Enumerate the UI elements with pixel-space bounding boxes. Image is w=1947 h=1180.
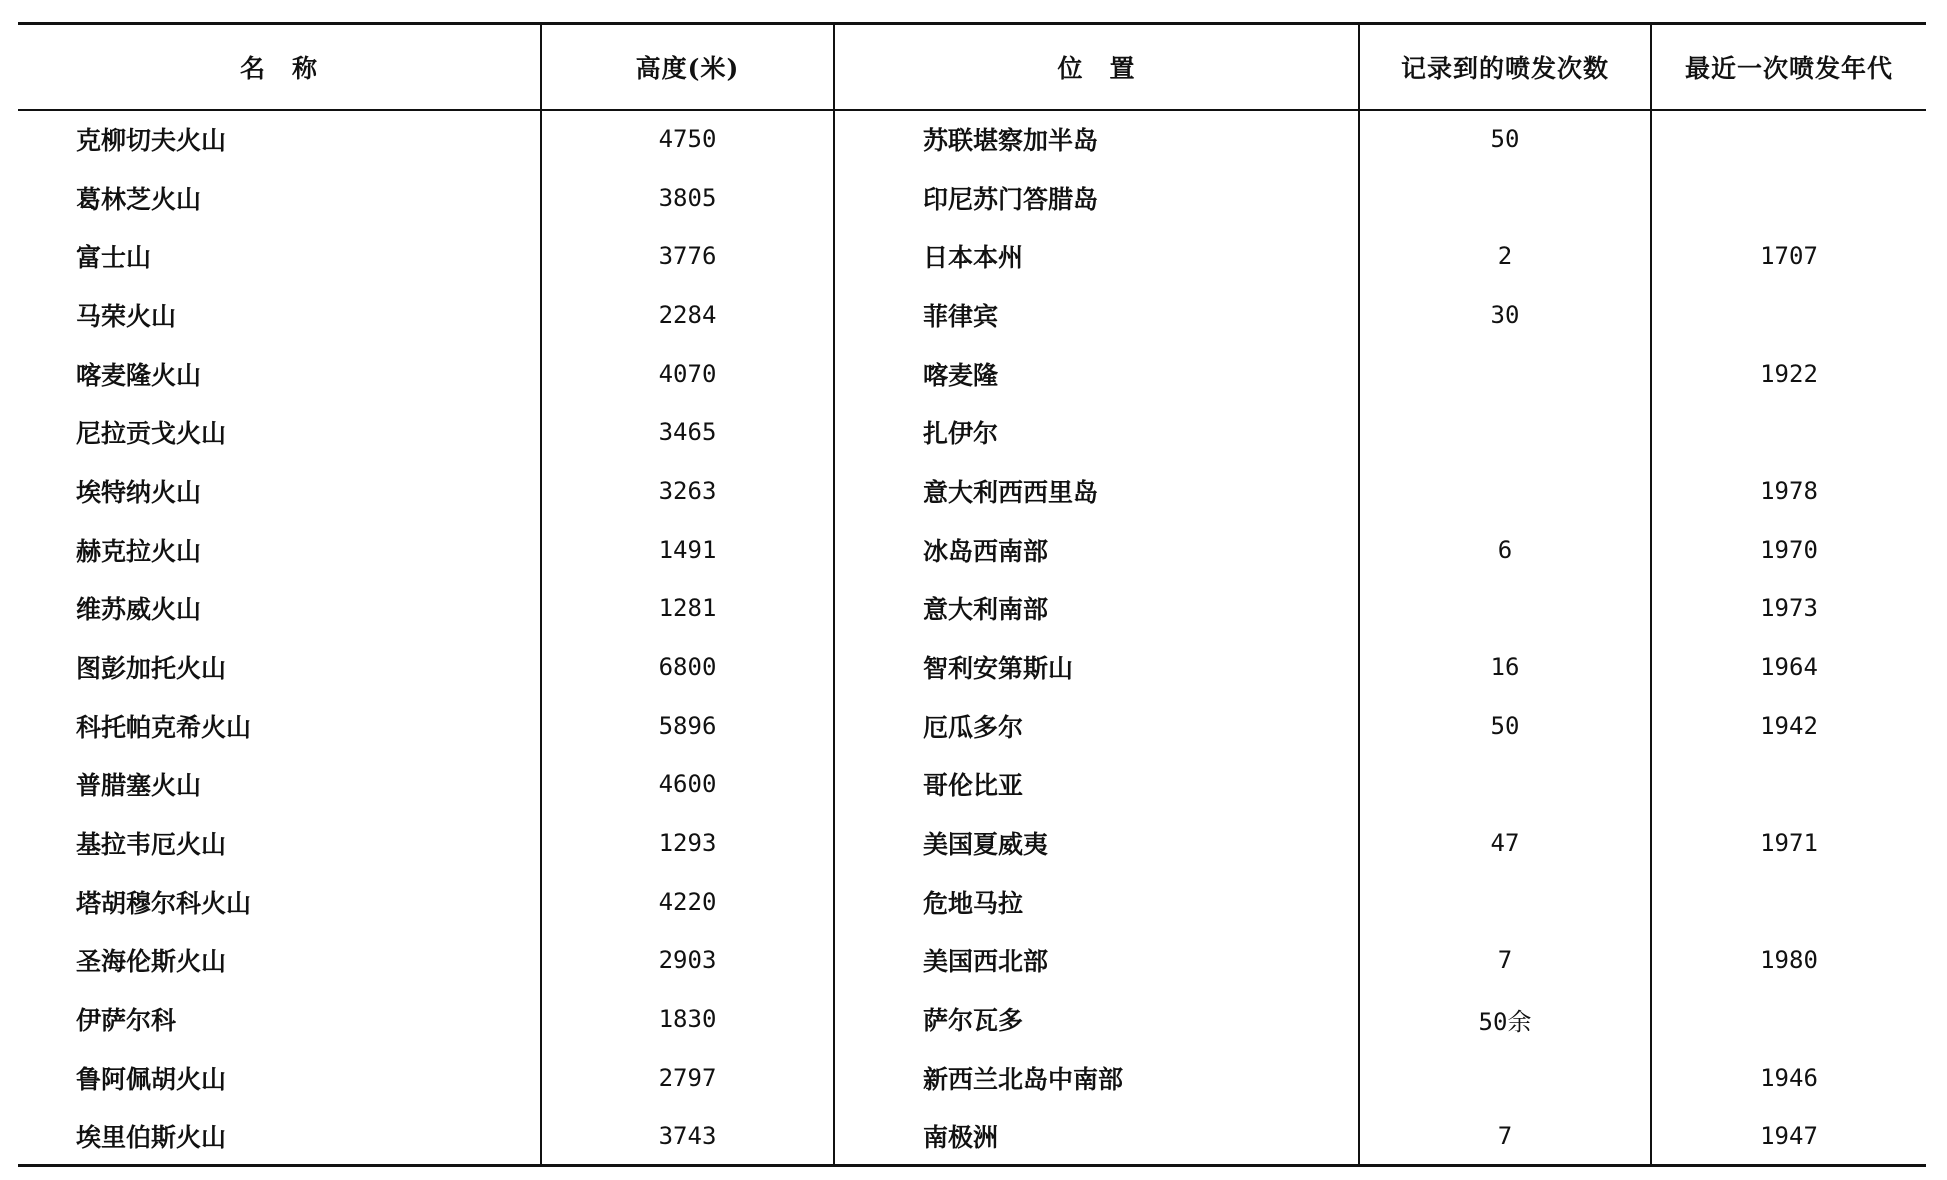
table-row	[18, 1049, 1926, 1108]
eruption-count-cell: 6	[1359, 520, 1651, 579]
location-cell: 苏联堪察加半岛	[834, 110, 1359, 169]
last-eruption-cell: 1946	[1651, 1049, 1926, 1108]
volcano-name-cell: 鲁阿佩胡火山	[76, 1064, 227, 1094]
height-cell: 6800	[541, 638, 834, 697]
header-row	[18, 24, 1926, 110]
height-cell: 1293	[541, 814, 834, 873]
location-cell: 美国西北部	[834, 931, 1359, 990]
last-eruption-cell	[1651, 872, 1926, 931]
table-row	[18, 227, 1926, 286]
location-cell: 厄瓜多尔	[834, 696, 1359, 755]
header-eruption-count: 记录到的喷发次数	[1359, 24, 1651, 110]
last-eruption-cell: 1970	[1651, 520, 1926, 579]
last-eruption-cell: 1964	[1651, 638, 1926, 697]
eruption-count-cell: 30	[1359, 286, 1651, 345]
volcano-name-cell: 埃特纳火山	[76, 477, 202, 507]
eruption-count-cell	[1359, 344, 1651, 403]
table-row	[18, 755, 1926, 814]
last-eruption-cell	[1651, 286, 1926, 345]
eruption-count-cell	[1359, 755, 1651, 814]
height-cell: 4600	[541, 755, 834, 814]
table-row	[18, 110, 1926, 169]
last-eruption-cell	[1651, 403, 1926, 462]
eruption-count-cell: 16	[1359, 638, 1651, 697]
eruption-count-cell: 47	[1359, 814, 1651, 873]
eruption-count-cell	[1359, 872, 1651, 931]
last-eruption-cell: 1978	[1651, 462, 1926, 521]
volcano-name-cell: 喀麦隆火山	[76, 360, 202, 390]
volcano-name-cell: 图彭加托火山	[76, 654, 227, 684]
eruption-count-cell: 7	[1359, 931, 1651, 990]
volcano-name-cell: 马荣火山	[76, 301, 177, 331]
height-cell: 3743	[541, 1107, 834, 1166]
eruption-count-cell	[1359, 1049, 1651, 1108]
last-eruption-cell	[1651, 755, 1926, 814]
height-cell: 5896	[541, 696, 834, 755]
height-cell: 2797	[541, 1049, 834, 1108]
last-eruption-cell	[1651, 110, 1926, 169]
last-eruption-cell: 1973	[1651, 579, 1926, 638]
table-row	[18, 579, 1926, 638]
height-cell: 3465	[541, 403, 834, 462]
location-cell: 喀麦隆	[834, 344, 1359, 403]
location-cell: 菲律宾	[834, 286, 1359, 345]
volcano-name-cell: 普腊塞火山	[76, 771, 202, 801]
header-location: 位 置	[834, 24, 1359, 110]
last-eruption-cell: 1980	[1651, 931, 1926, 990]
location-cell: 意大利西西里岛	[834, 462, 1359, 521]
last-eruption-cell	[1651, 990, 1926, 1049]
location-cell: 萨尔瓦多	[834, 990, 1359, 1049]
volcano-name-cell: 维苏威火山	[76, 595, 202, 625]
last-eruption-cell: 1707	[1651, 227, 1926, 286]
height-cell: 1491	[541, 520, 834, 579]
height-cell: 3776	[541, 227, 834, 286]
last-eruption-cell: 1947	[1651, 1107, 1926, 1166]
location-cell: 哥伦比亚	[834, 755, 1359, 814]
location-cell: 南极洲	[834, 1107, 1359, 1166]
height-cell: 4750	[541, 110, 834, 169]
table-row	[18, 696, 1926, 755]
table-row	[18, 403, 1926, 462]
eruption-count-cell: 50	[1359, 696, 1651, 755]
height-cell: 2284	[541, 286, 834, 345]
eruption-count-cell	[1359, 403, 1651, 462]
last-eruption-cell: 1942	[1651, 696, 1926, 755]
location-cell: 扎伊尔	[834, 403, 1359, 462]
height-cell: 4070	[541, 344, 834, 403]
table-row	[18, 168, 1926, 227]
location-cell: 印尼苏门答腊岛	[834, 168, 1359, 227]
last-eruption-cell	[1651, 168, 1926, 227]
last-eruption-cell: 1971	[1651, 814, 1926, 873]
table-row	[18, 286, 1926, 345]
volcano-name-cell: 葛林芝火山	[76, 184, 202, 214]
height-cell: 3263	[541, 462, 834, 521]
table-row	[18, 638, 1926, 697]
volcano-name-cell: 赫克拉火山	[76, 536, 202, 566]
table-row	[18, 814, 1926, 873]
eruption-count-cell: 7	[1359, 1107, 1651, 1166]
location-cell: 危地马拉	[834, 872, 1359, 931]
header-name: 名 称	[18, 24, 541, 110]
header-height: 高度(米)	[541, 24, 834, 110]
eruption-count-cell	[1359, 462, 1651, 521]
height-cell: 2903	[541, 931, 834, 990]
eruption-count-cell: 2	[1359, 227, 1651, 286]
volcano-name-cell: 伊萨尔科	[76, 1006, 177, 1036]
location-cell: 新西兰北岛中南部	[834, 1049, 1359, 1108]
table-header	[18, 24, 1926, 110]
location-cell: 意大利南部	[834, 579, 1359, 638]
header-last-eruption: 最近一次喷发年代	[1651, 24, 1926, 110]
table-row	[18, 462, 1926, 521]
table-row	[18, 990, 1926, 1049]
location-cell: 美国夏威夷	[834, 814, 1359, 873]
volcano-name-cell: 塔胡穆尔科火山	[76, 888, 252, 918]
table-body	[18, 110, 1926, 1166]
eruption-count-cell: 50余	[1359, 990, 1651, 1049]
eruption-count-cell	[1359, 579, 1651, 638]
table-row	[18, 1107, 1926, 1166]
volcano-name-cell: 圣海伦斯火山	[76, 947, 227, 977]
height-cell: 3805	[541, 168, 834, 227]
eruption-count-cell: 50	[1359, 110, 1651, 169]
volcano-table	[18, 22, 1926, 1167]
height-cell: 4220	[541, 872, 834, 931]
location-cell: 冰岛西南部	[834, 520, 1359, 579]
volcano-name-cell: 埃里伯斯火山	[18, 1107, 541, 1166]
table-row	[18, 344, 1926, 403]
volcano-name-cell: 基拉韦厄火山	[76, 830, 227, 860]
volcano-name-cell: 克柳切夫火山	[76, 126, 227, 156]
last-eruption-cell: 1922	[1651, 344, 1926, 403]
volcano-name-cell: 尼拉贡戈火山	[76, 419, 227, 449]
location-cell: 日本本州	[834, 227, 1359, 286]
eruption-count-cell	[1359, 168, 1651, 227]
volcano-name-cell: 富士山	[76, 243, 152, 273]
height-cell: 1281	[541, 579, 834, 638]
table-row	[18, 520, 1926, 579]
table-row	[18, 872, 1926, 931]
table-row	[18, 931, 1926, 990]
location-cell: 智利安第斯山	[834, 638, 1359, 697]
height-cell: 1830	[541, 990, 834, 1049]
volcano-name-cell: 科托帕克希火山	[76, 712, 252, 742]
